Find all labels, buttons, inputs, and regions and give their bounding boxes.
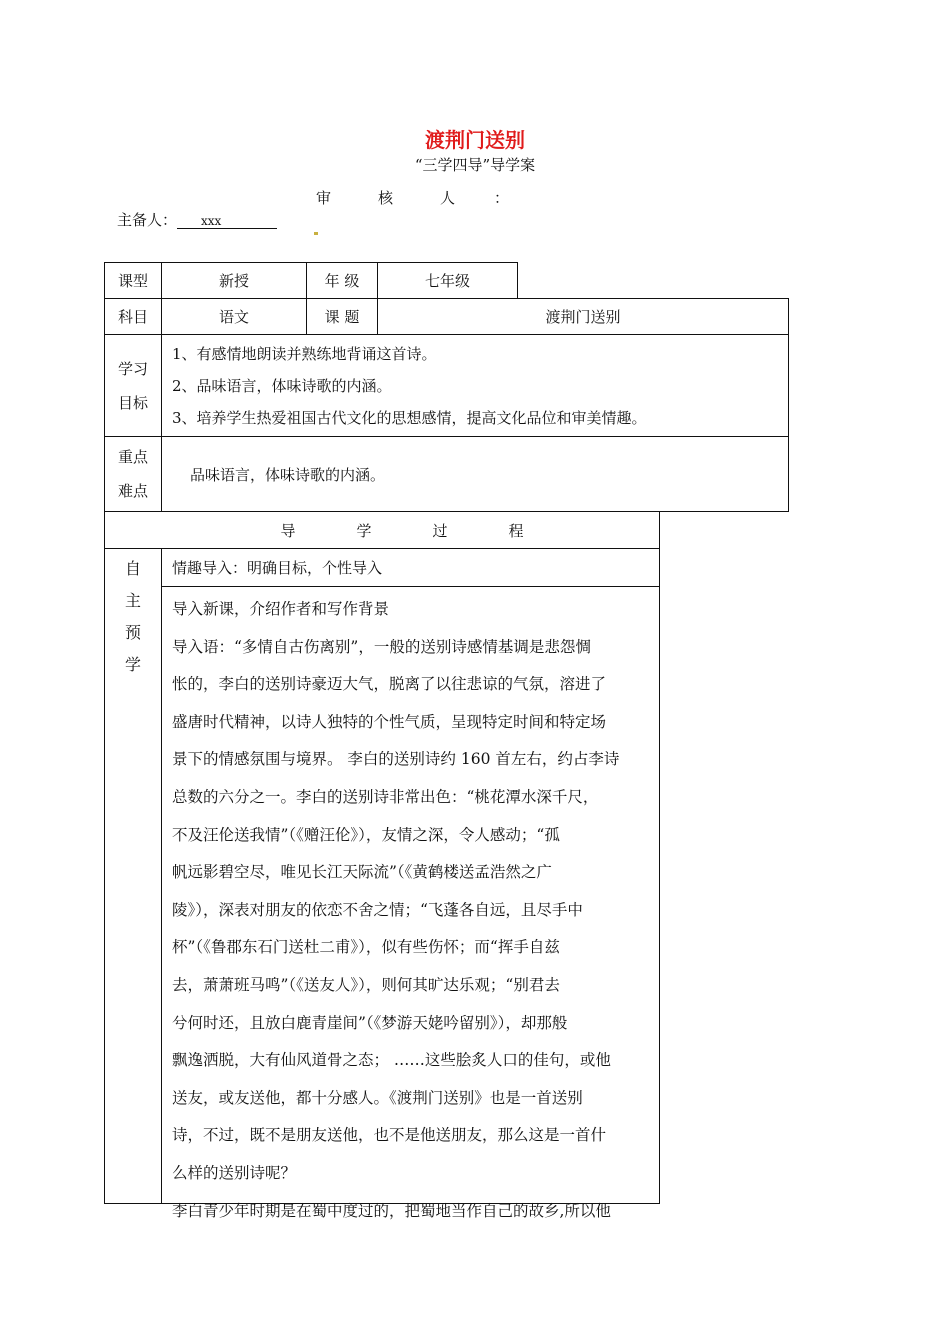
paragraph-line: 怅的，李白的送别诗豪迈大气，脱离了以往悲谅的气氛，溶进了 [172, 675, 607, 694]
topic-label: 课 题 [306, 298, 378, 335]
preparer-name: xxx [177, 214, 277, 229]
type-label: 课型 [104, 262, 162, 299]
page-title: 渡荆门送别 [425, 128, 525, 152]
key-label-line: 重点 [117, 448, 148, 466]
process-char: 程 [508, 521, 524, 540]
process-header [104, 511, 660, 549]
self-study-char: 学 [124, 655, 141, 674]
topic-value: 渡荆门送别 [377, 298, 789, 335]
process-char: 学 [356, 521, 372, 540]
grade-label: 年 级 [306, 262, 378, 299]
paragraph-line: 帆远影碧空尽，唯见长江天际流”（《黄鹤楼送孟浩然之广 [172, 863, 552, 882]
subject-label: 科目 [104, 298, 162, 335]
paragraph-line: 诗，不过，既不是朋友送他，也不是他送朋友，那么这是一首什 [172, 1126, 607, 1145]
paragraph-line: 导入语：“多情自古伤离别”，一般的送别诗感情基调是悲怨惆 [172, 637, 591, 656]
paragraph-line: 导入新课，介绍作者和写作背景 [172, 600, 390, 618]
self-study-label [104, 548, 162, 1204]
goals-label-line: 学习 [117, 359, 148, 378]
preparer-label: 主备人： [117, 211, 178, 229]
key-label-line: 难点 [117, 482, 148, 500]
paragraph-line: 李白青少年时期是在蜀中度过的，把蜀地当作自己的故乡,所以他 [172, 1201, 611, 1220]
process-char: 导 [280, 521, 296, 540]
self-study-char: 主 [124, 591, 141, 610]
goals-label [104, 334, 162, 437]
self-study-char: 自 [124, 559, 141, 578]
paragraph-line: 景下的情感氛围与境界。 李白的送别诗约 160 首左右，约占李诗 [172, 750, 620, 769]
stray-mark [314, 232, 318, 235]
paragraph-line: 总数的六分之一。李白的送别诗非常出色：“桃花潭水深千尺， [172, 787, 599, 806]
page-subtitle: “三学四导”导学案 [414, 156, 536, 174]
paragraph-line: 飘逸洒脱，大有仙风道骨之态； ……这些脍炙人口的佳句，或他 [172, 1051, 611, 1070]
reviewer-line [316, 187, 509, 208]
goals-list [161, 334, 789, 437]
paragraph-line: 么样的送别诗呢？ [172, 1163, 297, 1182]
process-char: 过 [432, 521, 448, 540]
preparer-line [117, 209, 277, 230]
grade-value: 七年级 [377, 262, 518, 299]
key-label [104, 436, 162, 512]
goal-item: 3、培养学生热爱祖国古代文化的思想感情，提高文化品位和审美情趣。 [172, 408, 647, 427]
subject-value: 语文 [161, 298, 307, 335]
reviewer-char: 人 [440, 189, 456, 207]
reviewer-char: 核 [378, 189, 394, 207]
paragraph-line: 送友，或友送他，都十分感人。《渡荆门送别》也是一首送别 [172, 1088, 583, 1107]
reviewer-char: ： [494, 189, 510, 207]
paragraph-line: 不及汪伦送我情”（《赠汪伦》），友情之深，令人感动；“孤 [172, 825, 560, 844]
paragraph-line: 杯”（《鲁郡东石门送杜二甫》），似有些伤怀；而“挥手自兹 [172, 938, 560, 957]
key-value: 品味语言，体味诗歌的内涵。 [161, 436, 789, 512]
goal-item: 2、品味语言，体味诗歌的内涵。 [172, 376, 392, 395]
background-paragraph [161, 586, 660, 1220]
reviewer-char: 审 [316, 189, 332, 207]
goals-label-line: 目标 [117, 393, 148, 412]
self-study-char: 预 [124, 623, 141, 642]
type-value: 新授 [161, 262, 307, 299]
goal-item: 1、有感情地朗读并熟练地背诵这首诗。 [172, 344, 437, 363]
paragraph-line: 去，萧萧班马鸣”（《送友人》），则何其旷达乐观；“别君去 [172, 975, 560, 994]
paragraph-line: 兮何时还，且放白鹿青崖间”（《梦游天姥吟留别》），却那般 [172, 1013, 568, 1032]
paragraph-line: 盛唐时代精神，以诗人独特的个性气质，呈现特定时间和特定场 [172, 712, 607, 731]
paragraph-line: 陵》），深表对朋友的依恋不舍之情；“飞蓬各自远，且尽手中 [172, 900, 583, 919]
intro-row: 情趣导入：明确目标，个性导入 [161, 548, 660, 587]
